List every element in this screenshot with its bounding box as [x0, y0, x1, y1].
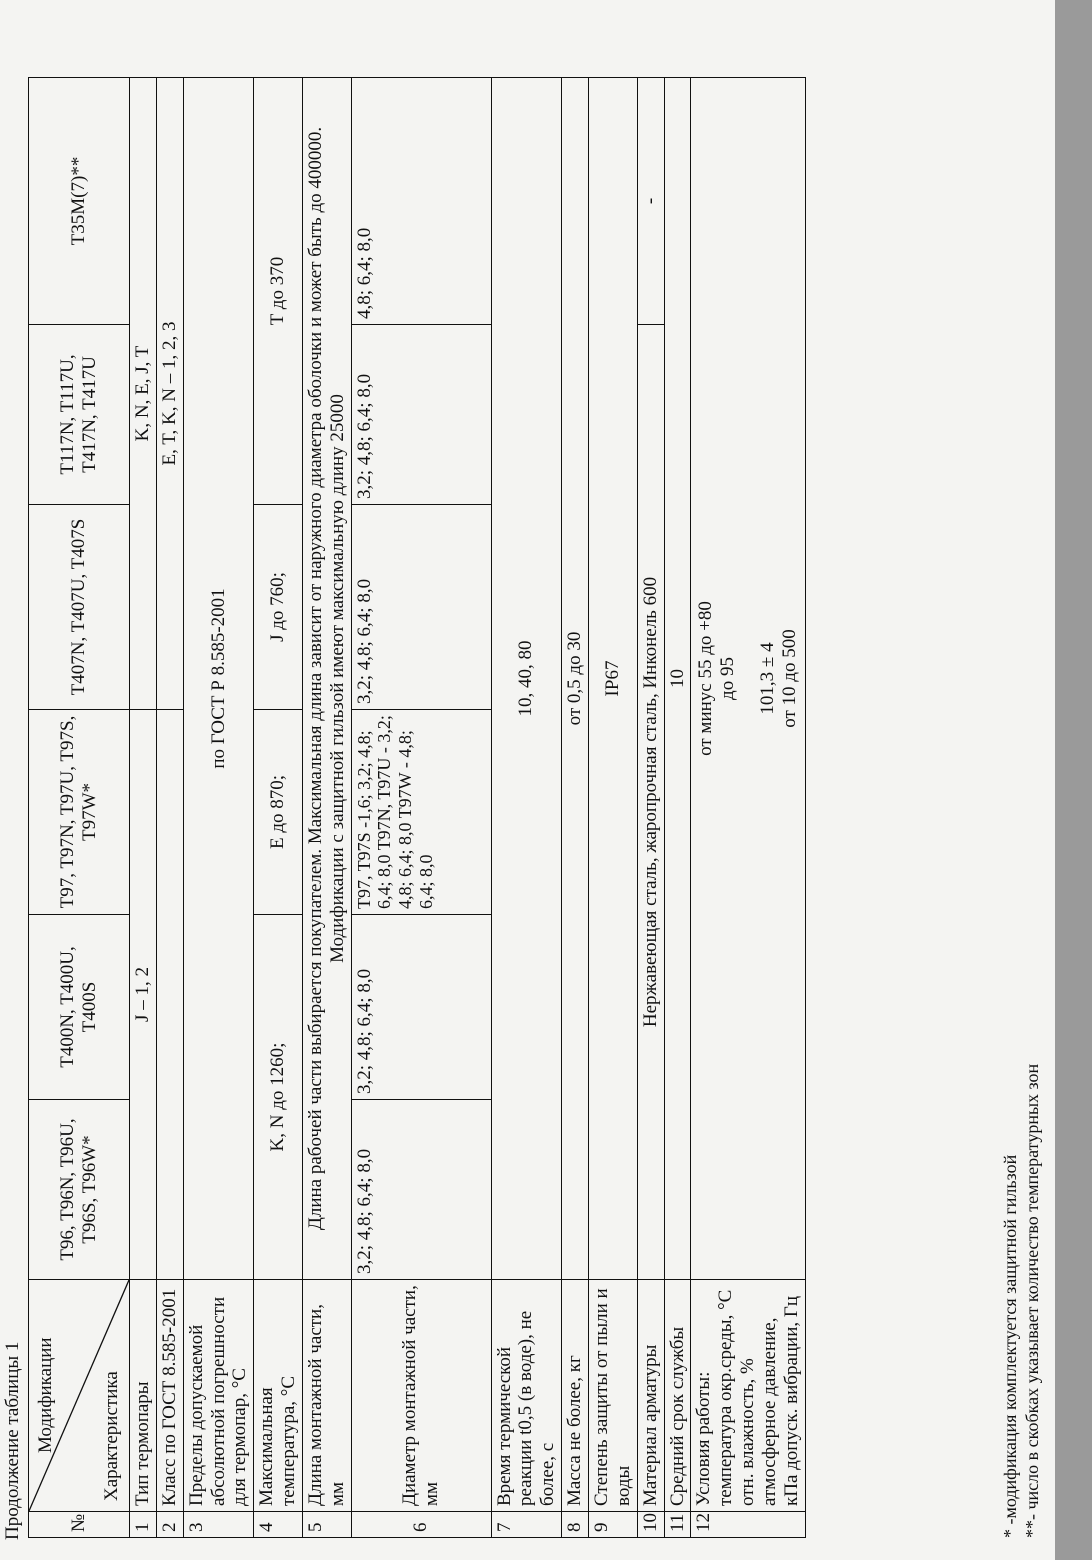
row-label: Средний срок службы — [664, 1280, 691, 1512]
row-value: 4,8; 6,4; 8,0 — [351, 78, 491, 325]
row-value: Нержавеющая сталь, жаропрочная сталь, Инконель 600 — [637, 325, 664, 1280]
rotated-document-page — [0, 20, 1040, 1560]
row-value: 3,2; 4,8; 6,4; 8,0 — [351, 915, 491, 1100]
table-row — [254, 78, 303, 1538]
row-number: 4 — [254, 1512, 303, 1538]
row-value: 10, 40, 80 — [491, 78, 562, 1280]
row-value: IP67 — [588, 78, 637, 1280]
table-row — [156, 78, 183, 1538]
row-label: Максимальная температура, °С — [254, 1280, 303, 1512]
row-value: E до 870; — [254, 710, 303, 915]
table-caption: Продолжение таблицы 1 — [2, 1341, 23, 1540]
row-number: 8 — [562, 1512, 589, 1538]
row-value: от 10 до 500 — [778, 629, 800, 728]
row-value: K, N до 1260; — [254, 915, 303, 1280]
footnote: **- число в скобках указывает количество температурных зон — [1021, 1063, 1042, 1538]
row-number: 9 — [588, 1512, 637, 1538]
row-number: 1 — [130, 1512, 157, 1538]
header-row — [29, 78, 130, 1538]
row-label: Длина монтажной части, мм — [302, 1280, 351, 1512]
column-header-1: T96, T96N, T96U, T96S, T96W* — [29, 1100, 130, 1280]
table-row — [491, 78, 562, 1538]
row-value: от минус 55 до +80 — [695, 601, 717, 756]
table-row — [302, 78, 351, 1538]
row-value: - — [637, 78, 664, 325]
row-number: 3 — [183, 1512, 254, 1538]
row-label: Диаметр монтажной части, мм — [351, 1280, 491, 1512]
table-row — [637, 78, 664, 1538]
row-value: 3,2; 4,8; 6,4; 8,0 — [351, 505, 491, 710]
row-value: J – 1, 2 — [130, 710, 157, 1280]
row-label: Пределы допускаемой абсолютной погрешности для термопар, °С — [183, 1280, 254, 1512]
table-row — [562, 78, 589, 1538]
row-number: 6 — [351, 1512, 491, 1538]
row-value: до 95 — [717, 657, 739, 700]
header-diagonal-cell — [29, 1280, 130, 1512]
row-value: 3,2; 4,8; 6,4; 8,0 — [351, 1100, 491, 1280]
row-value: от 0,5 до 30 — [562, 78, 589, 1280]
header-modifications: Модификации — [35, 1337, 56, 1453]
table-row — [130, 78, 157, 1538]
row-label: Класс по ГОСТ 8.585-2001 — [156, 1280, 183, 1512]
footnotes — [1000, 1064, 1043, 1538]
column-header-5: T117N, T117U, T417N, T417U — [29, 325, 130, 505]
row-value: по ГОСТ Р 8.585-2001 — [183, 78, 254, 1280]
row-value-group — [691, 78, 805, 1280]
row-number: 7 — [491, 1512, 562, 1538]
row-number: 2 — [156, 1512, 183, 1538]
specifications-table — [28, 77, 806, 1538]
row-number: 12 — [691, 1512, 805, 1538]
empty-cell — [156, 710, 183, 1280]
row-value: T97, T97S -1,6; 3,2; 4,8; 6,4; 8,0 T97N, T97U - 3,2; 4,8; 6,4; 8,0 T97W - 4,8; 6,4; 8,0 — [351, 710, 491, 915]
row-label: Время термической реакции t0,5 (в воде), не более, с — [491, 1280, 562, 1512]
row-value: 10 — [664, 78, 691, 1280]
table-row — [691, 78, 805, 1538]
header-num: № — [29, 1512, 130, 1538]
column-header-3: T97, T97N, T97U, T97S, T97W* — [29, 710, 130, 915]
header-characteristic: Характеристика — [101, 1371, 123, 1501]
table-row — [351, 78, 491, 1538]
table-row — [664, 78, 691, 1538]
row-number: 10 — [637, 1512, 664, 1538]
row-number: 5 — [302, 1512, 351, 1538]
column-header-6: T35M(7)** — [29, 78, 130, 325]
row-value: 101,3 ± 4 — [756, 642, 778, 715]
footnote: * -модификация комплектуется защитной гильзой — [1000, 1154, 1020, 1538]
row-value: K, N, E, J, T — [130, 78, 157, 710]
row-value: Длина рабочей части выбирается покупателем. Максимальная длина зависит от наружного диаметра оболочки и может быть до 400000. Модификации с защитной гильзой имеют максимальную длину 25000 — [302, 78, 351, 1280]
row-value: 3,2; 4,8; 6,4; 8,0 — [351, 325, 491, 505]
row-label: Степень защиты от пыли и воды — [588, 1280, 637, 1512]
row-label: Материал арматуры — [637, 1280, 664, 1512]
table-row — [588, 78, 637, 1538]
row-value: E, T, K, N – 1, 2, 3 — [156, 78, 183, 710]
table-row — [183, 78, 254, 1538]
column-header-4: T407N, T407U, T407S — [29, 505, 130, 710]
row-value: J до 760; — [254, 505, 303, 710]
row-value: T до 370 — [254, 78, 303, 505]
row-label: Тип термопары — [130, 1280, 157, 1512]
row-label: Условия работы: температура окр.среды, °С отн. влажность, % атмосферное давление, кПа допуск. вибрации, Гц — [691, 1280, 805, 1512]
row-number: 11 — [664, 1512, 691, 1538]
row-label: Масса не более, кг — [562, 1280, 589, 1512]
column-header-2: T400N, T400U, T400S — [29, 915, 130, 1100]
